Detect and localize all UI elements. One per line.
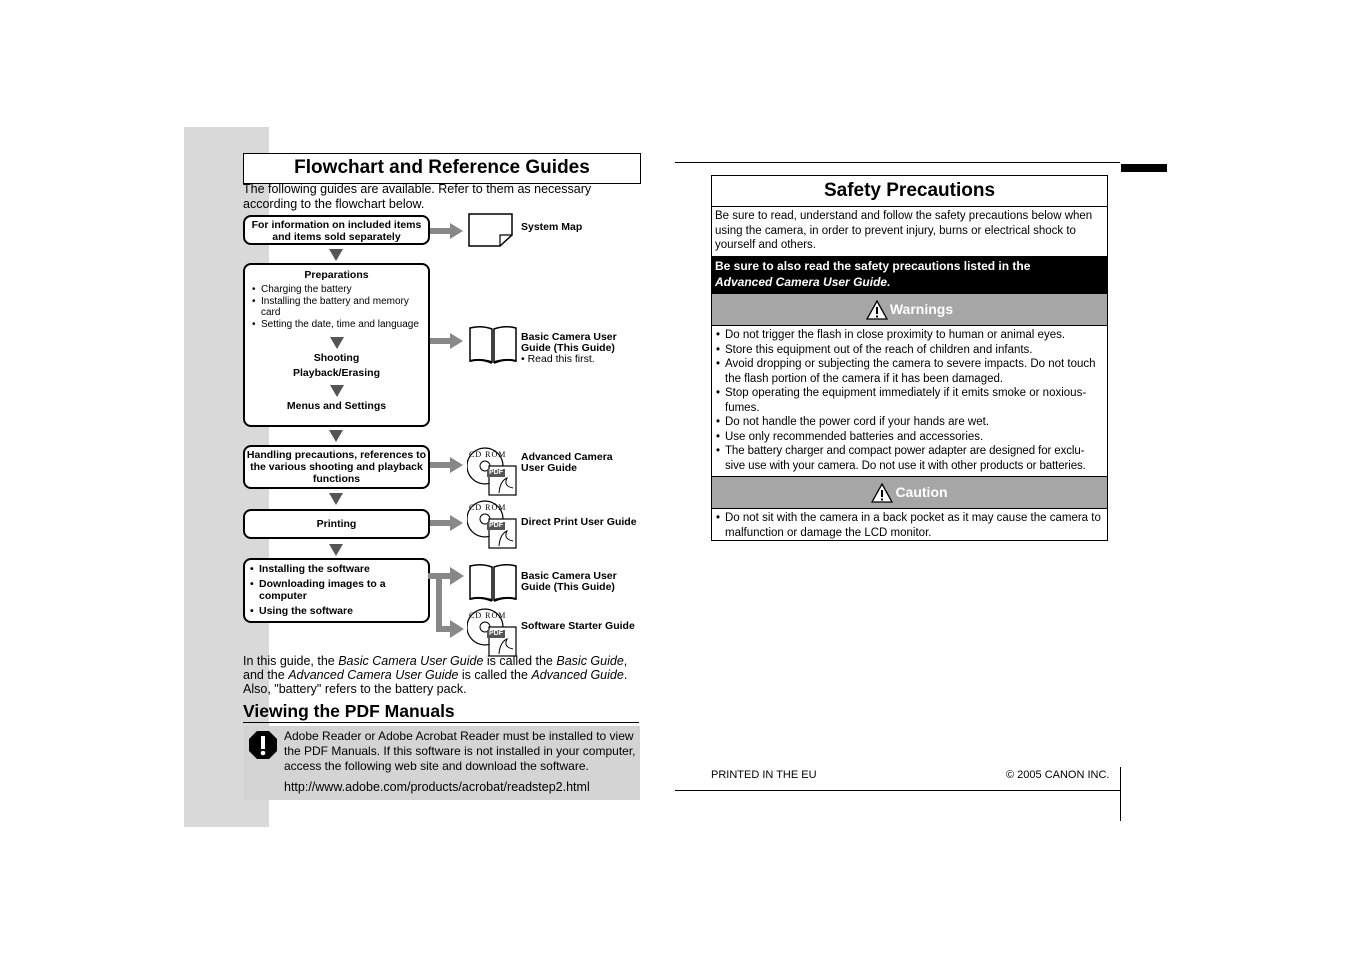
preparations-heading: Preparations xyxy=(304,269,369,281)
flow-box-preparations xyxy=(243,263,430,427)
flow-box-printing: Printing xyxy=(243,509,430,539)
safety-lead: Be sure to read, understand and follow the safety precautions below when using the camera, in order to prevent injury, burns or electrical shock to yourself and others. xyxy=(715,210,1093,251)
warnings-list xyxy=(712,326,1107,476)
right-arrow-icon xyxy=(430,223,464,239)
book-icon xyxy=(468,325,518,365)
branch-arrow-icon xyxy=(428,566,466,638)
guide-software-starter: Software Starter Guide xyxy=(521,620,635,632)
list-item: • Store this equipment out of the reach of children and infants. xyxy=(715,343,1104,358)
list-item: • Avoid dropping or subjecting the camera to severe impacts. Do not touch the flash portion of the camera if it has been damaged. xyxy=(715,357,1104,386)
footer-copyright: © 2005 CANON INC. xyxy=(1006,769,1110,781)
guide-system-map: System Map xyxy=(521,221,583,233)
top-rule xyxy=(675,162,1120,163)
down-arrow-icon xyxy=(329,493,343,505)
caution-list xyxy=(712,509,1107,540)
down-arrow-icon xyxy=(329,249,343,261)
list-item: • Downloading images to a computer xyxy=(247,578,425,602)
list-item: • Do not trigger the flash in close proximity to human or animal eyes. xyxy=(715,328,1104,343)
down-arrow-icon xyxy=(330,385,344,397)
flow-box-handling: Handling precautions, references to the various shooting and playback functions xyxy=(243,445,430,489)
vertical-rule xyxy=(1120,767,1121,821)
preparations-list xyxy=(249,284,424,330)
safety-precautions-box xyxy=(711,175,1108,541)
software-list xyxy=(247,563,425,617)
guide-naming-note: In this guide, the Basic Camera User Guide is called the Basic Guide, and the Advanced Camera User Guide is called the Advanced Guide. Also, "battery" refers to the battery pack. xyxy=(243,654,628,696)
guide-basic-camera-2: Basic Camera User Guide (This Guide) xyxy=(521,570,617,593)
list-item: • Charging the battery xyxy=(249,284,424,296)
guide-direct-print: Direct Print User Guide xyxy=(521,516,637,528)
cd-rom-pdf-icon: CD ROM PDF xyxy=(467,446,519,496)
guide-advanced: Advanced Camera User Guide xyxy=(521,451,613,474)
list-item: • Installing the battery and memory card xyxy=(249,296,424,319)
list-item: • Do not sit with the camera in a back pocket as it may cause the camera to malfunction or damage the LCD monitor. xyxy=(715,511,1104,540)
guide-basic-note: Read this first. xyxy=(527,353,595,365)
safety-notice: Be sure to also read the safety precautions listed in the Advanced Camera User Guide. xyxy=(712,256,1107,293)
list-item: • Use only recommended batteries and accessories. xyxy=(715,430,1104,445)
cd-rom-pdf-icon: CD ROM PDF xyxy=(467,607,519,657)
bottom-rule xyxy=(675,790,1120,791)
pdf-info-text: Adobe Reader or Adobe Acrobat Reader must be installed to view the PDF Manuals. If this software is not installed in your computer, access the following web site and download the software. xyxy=(284,729,636,773)
document-icon xyxy=(468,213,514,247)
list-item: • Installing the software xyxy=(247,563,425,575)
list-item: • The battery charger and compact power adapter are designed for exclu-sive use with your camera. Do not use it with other products or batteries. xyxy=(715,444,1104,473)
footer-printed: PRINTED IN THE EU xyxy=(711,769,817,781)
list-item: • Do not handle the power cord if your hands are wet. xyxy=(715,415,1104,430)
safety-title: Safety Precautions xyxy=(712,176,1107,207)
playback-label: Playback/Erasing xyxy=(293,367,380,379)
warning-triangle-icon xyxy=(866,300,888,320)
right-arrow-icon xyxy=(430,515,464,531)
flow-box-software xyxy=(243,558,430,623)
flowchart-intro: The following guides are available. Refer to them as necessary according to the flowchart below. xyxy=(243,182,592,211)
book-icon xyxy=(468,563,518,603)
exclamation-icon xyxy=(248,730,278,760)
caution-header: Caution xyxy=(712,476,1107,509)
flowchart-title: Flowchart and Reference Guides xyxy=(243,153,641,184)
page-tab xyxy=(1121,164,1167,172)
list-item: • Stop operating the equipment immediately if it emits smoke or noxious-fumes. xyxy=(715,386,1104,415)
pdf-manuals-heading: Viewing the PDF Manuals xyxy=(243,700,639,723)
menus-label: Menus and Settings xyxy=(286,400,387,412)
adobe-url-link[interactable]: http://www.adobe.com/products/acrobat/readstep2.html xyxy=(284,780,590,794)
cd-rom-pdf-icon: CD ROM PDF xyxy=(467,499,519,549)
down-arrow-icon xyxy=(330,337,344,349)
right-arrow-icon xyxy=(430,333,464,349)
shooting-label: Shooting xyxy=(313,352,360,364)
list-item: • Setting the date, time and language xyxy=(249,319,424,331)
guide-basic-camera: Basic Camera User Guide (This Guide) • Read this first. xyxy=(521,331,617,365)
down-arrow-icon xyxy=(329,430,343,442)
down-arrow-icon xyxy=(329,544,343,556)
warnings-header: Warnings xyxy=(712,293,1107,326)
flow-box-included-items: For information on included items and items sold separately xyxy=(243,215,430,245)
list-item: • Using the software xyxy=(247,605,425,617)
caution-triangle-icon xyxy=(871,483,893,503)
right-arrow-icon xyxy=(430,457,464,473)
